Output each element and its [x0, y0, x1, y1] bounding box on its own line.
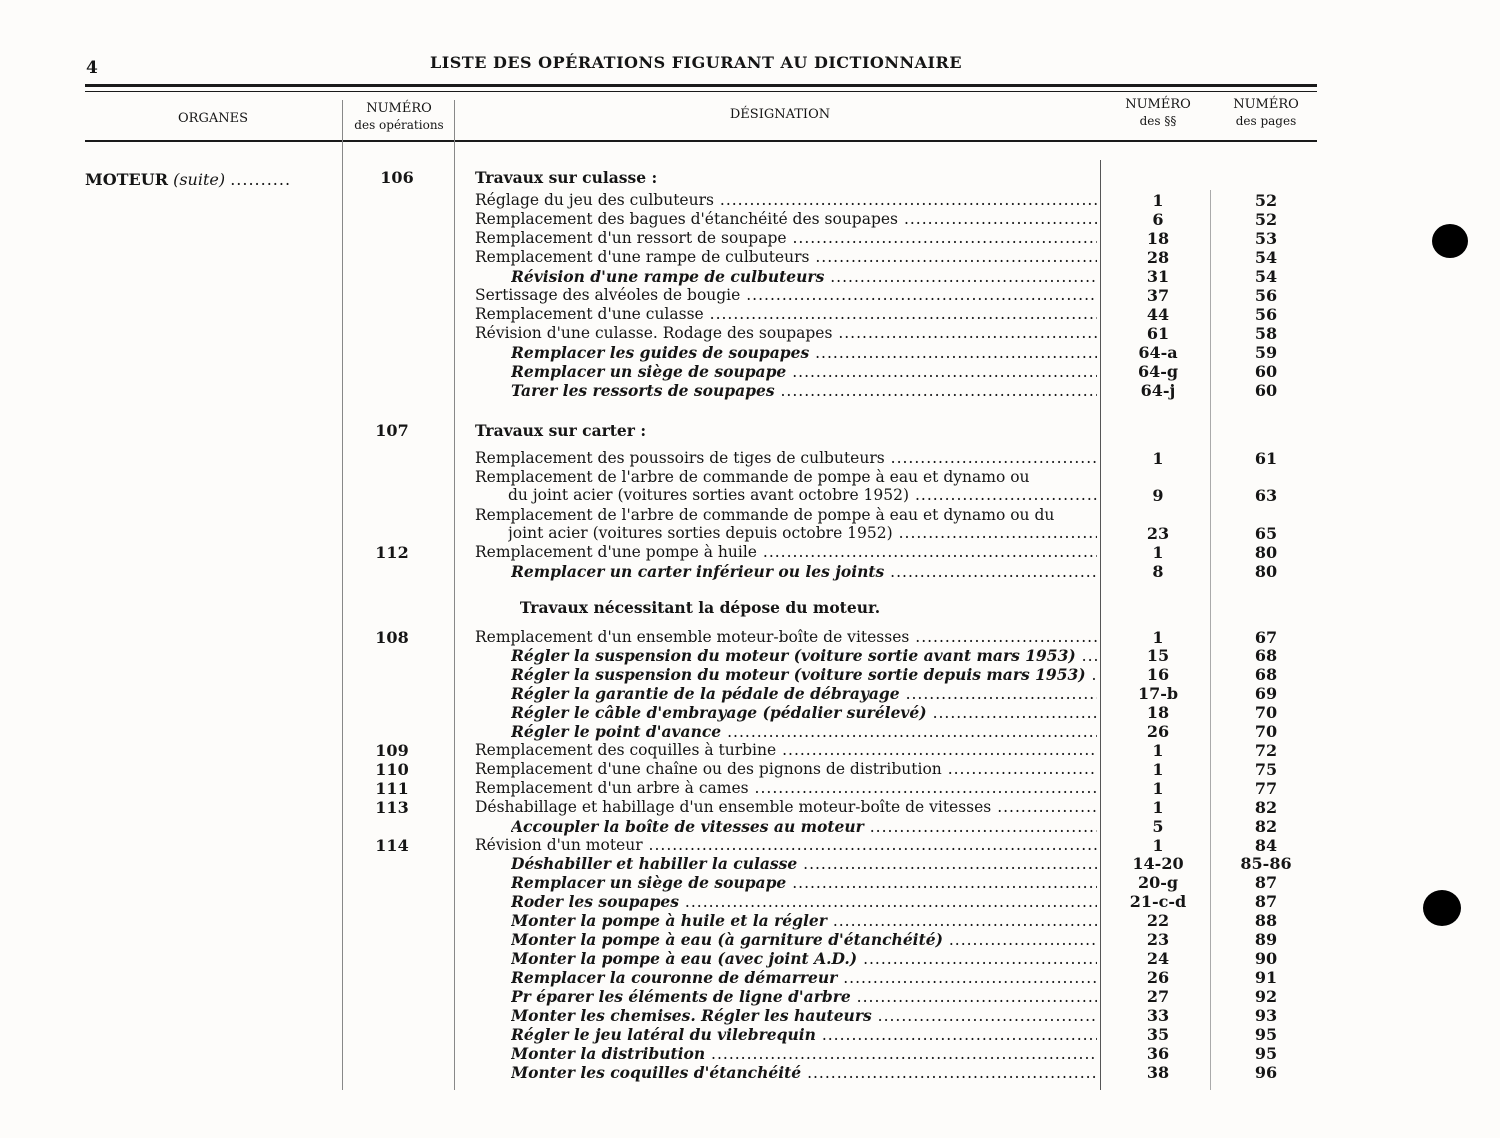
designation-label: Roder les soupapes ..... [511, 892, 1097, 911]
paragraph-number: 6 [1152, 210, 1164, 229]
paragraph-number: 1 [1152, 760, 1164, 779]
designation-label: Remplacement d'un ensemble moteur-boîte de vitesses ..... [475, 628, 1097, 646]
designation-text [511, 892, 1097, 912]
organ-name: MOTEUR [85, 170, 168, 189]
designation-label: Monter la pompe à huile et la régler ..... [511, 911, 1097, 930]
paragraph-number: 64-a [1138, 343, 1178, 362]
designation-text [475, 760, 1097, 779]
page-number-cell: 68 [1254, 665, 1278, 684]
page-number-cell: 89 [1254, 930, 1278, 949]
page-number-cell: 60 [1254, 362, 1278, 381]
designation-label: Monter les chemises. Régler les hauteurs ..... [511, 1006, 1097, 1025]
designation-text [475, 248, 1097, 267]
page-number-cell: 84 [1254, 836, 1278, 855]
page-number-cell: 54 [1254, 248, 1278, 267]
designation-label: Remplacer un carter inférieur ou les joints ..... [511, 562, 1097, 581]
designation-label: Remplacement d'une pompe à huile ..... [475, 543, 1097, 561]
header-organes: ORGANES [178, 111, 248, 126]
page-number-cell: 88 [1254, 911, 1278, 930]
designation-text [475, 543, 1097, 562]
header-num-pages-line2: des pages [1235, 114, 1297, 128]
page-number-cell: 87 [1254, 873, 1278, 892]
paragraph-number: 64-g [1137, 362, 1179, 381]
designation-label: du joint acier (voitures sorties avant octobre 1952) ..... [508, 486, 1097, 504]
designation-text [511, 562, 1097, 582]
designation-label: Monter la pompe à eau (à garniture d'étanchéité) ..... [511, 930, 1097, 949]
designation-text [511, 949, 1097, 969]
designation-label: Remplacer les guides de soupapes ..... [511, 343, 1097, 362]
punch-hole-mark [1423, 890, 1461, 926]
paragraph-number: 1 [1152, 836, 1164, 855]
header-num-operations-line2: des opérations [354, 118, 444, 132]
designation-text [475, 168, 1097, 187]
designation-label: Remplacement des poussoirs de tiges de culbuteurs ..... [475, 449, 1097, 467]
paragraph-number: 31 [1146, 267, 1170, 286]
designation-label: Remplacement d'une rampe de culbuteurs ..... [475, 248, 1097, 266]
designation-text [511, 873, 1097, 893]
page-number-cell: 82 [1254, 817, 1278, 836]
page-number-cell: 96 [1254, 1063, 1278, 1082]
designation-label: Sertissage des alvéoles de bougie ..... [475, 286, 1097, 304]
page-number-cell: 61 [1254, 449, 1278, 468]
designation-label: Travaux nécessitant la dépose du moteur. [519, 598, 881, 617]
page-number-cell: 92 [1254, 987, 1278, 1006]
designation-label: Remplacement d'un ressort de soupape ..... [475, 229, 1097, 247]
page-number-cell: 70 [1254, 722, 1278, 741]
designation-label: Travaux sur carter : [475, 421, 647, 440]
designation-text [511, 267, 1097, 287]
designation-text [475, 421, 1097, 440]
designation-label: Monter les coquilles d'étanchéité ..... [511, 1063, 1097, 1082]
designation-label: Déshabillage et habillage d'un ensemble moteur-boîte de vitesses ..... [475, 798, 1097, 816]
paragraph-number: 5 [1152, 817, 1164, 836]
designation-text [475, 229, 1097, 248]
paragraph-number: 15 [1146, 646, 1170, 665]
designation-text [475, 836, 1097, 855]
page-number-cell: 93 [1254, 1006, 1278, 1025]
designation-text [511, 722, 1097, 742]
designation-text [475, 798, 1097, 817]
page-number-cell: 95 [1254, 1044, 1278, 1063]
operation-number: 112 [375, 543, 409, 562]
designation-label: Régler le jeu latéral du vilebrequin ..... [511, 1025, 1097, 1044]
designation-label: Régler la suspension du moteur (voiture sortie avant mars 1953) ..... [511, 646, 1097, 665]
page-number-cell: 67 [1254, 628, 1278, 647]
header-designation: DÉSIGNATION [729, 107, 831, 122]
designation-label: joint acier (voitures sorties depuis octobre 1952) ..... [508, 524, 1097, 542]
organ-suffix: (suite) [173, 170, 226, 189]
designation-label: Remplacement d'une culasse ..... [475, 305, 1097, 323]
designation-label: Régler le câble d'embrayage (pédalier surélevé) ..... [511, 703, 1097, 722]
page-number-cell: 54 [1254, 267, 1278, 286]
operation-number: 111 [375, 779, 409, 798]
designation-label: Monter la distribution ..... [511, 1044, 1097, 1063]
header-num-paragraphs-line2: des §§ [1139, 114, 1177, 128]
paragraph-number: 1 [1152, 741, 1164, 760]
designation-label: Travaux sur culasse : [475, 168, 658, 187]
designation-label: Remplacement d'une chaîne ou des pignons de distribution ..... [475, 760, 1097, 778]
designation-text [475, 324, 1097, 343]
paragraph-number: 21-c-d [1129, 892, 1187, 911]
paragraph-number: 22 [1146, 911, 1170, 930]
page-number-cell: 91 [1254, 968, 1278, 987]
paragraph-number: 18 [1146, 703, 1170, 722]
designation-label: Révision d'une culasse. Rodage des soupapes ..... [475, 324, 1097, 342]
designation-text [475, 286, 1097, 305]
designation-text [511, 930, 1097, 950]
operation-number: 110 [375, 760, 409, 779]
page-number-cell: 56 [1254, 305, 1278, 324]
page-number-cell: 70 [1254, 703, 1278, 722]
designation-text [511, 854, 1097, 874]
designation-text [475, 628, 1097, 647]
paragraph-number: 18 [1146, 229, 1170, 248]
paragraph-number: 14-20 [1132, 854, 1184, 873]
punch-hole-mark [1432, 224, 1468, 258]
designation-text [511, 684, 1097, 704]
paragraph-number: 9 [1152, 486, 1164, 505]
organ-dots: .......... [230, 170, 292, 189]
designation-text [475, 468, 1097, 487]
paragraph-number: 44 [1146, 305, 1170, 324]
paragraph-number: 1 [1152, 449, 1164, 468]
designation-label: Déshabiller et habiller la culasse ..... [511, 854, 1097, 873]
paragraph-number: 26 [1146, 968, 1170, 987]
page-number-cell: 87 [1254, 892, 1278, 911]
designation-text [475, 506, 1097, 525]
paragraph-number: 1 [1152, 779, 1164, 798]
paragraph-number: 37 [1146, 286, 1170, 305]
designation-text [511, 362, 1097, 382]
paragraph-number: 28 [1146, 248, 1170, 267]
designation-label: Régler la garantie de la pédale de débrayage ..... [511, 684, 1097, 703]
paragraph-number: 8 [1152, 562, 1164, 581]
designation-label: Remplacement de l'arbre de commande de pompe à eau et dynamo ou [475, 468, 1030, 486]
designation-label: Remplacement de l'arbre de commande de pompe à eau et dynamo ou du [475, 506, 1055, 524]
page-number-cell: 58 [1254, 324, 1278, 343]
designation-label: Remplacer un siège de soupape ..... [511, 362, 1097, 381]
page-number-cell: 80 [1254, 543, 1278, 562]
paragraph-number: 33 [1146, 1006, 1170, 1025]
designation-text [511, 381, 1097, 401]
paragraph-number: 27 [1146, 987, 1170, 1006]
designation-text [511, 968, 1097, 988]
designation-label: Accoupler la boîte de vitesses au moteur ..... [511, 817, 1097, 836]
page-number-cell: 85-86 [1240, 854, 1292, 873]
designation-text [511, 1044, 1097, 1064]
page-number-cell: 77 [1254, 779, 1278, 798]
page-number-cell: 82 [1254, 798, 1278, 817]
paragraph-number: 38 [1146, 1063, 1170, 1082]
designation-text [475, 598, 925, 617]
operation-number: 113 [375, 798, 409, 817]
designation-text [511, 911, 1097, 931]
page-number-cell: 72 [1254, 741, 1278, 760]
paragraph-number: 1 [1152, 543, 1164, 562]
designation-label: Régler le point d'avance ..... [511, 722, 1097, 741]
paragraph-number: 1 [1152, 798, 1164, 817]
designation-text [511, 703, 1097, 723]
page-number-cell: 60 [1254, 381, 1278, 400]
page-number-cell: 95 [1254, 1025, 1278, 1044]
designation-text [511, 1025, 1097, 1045]
paragraph-number: 36 [1146, 1044, 1170, 1063]
page-number-cell: 59 [1254, 343, 1278, 362]
designation-label: Monter la pompe à eau (avec joint A.D.) ..... [511, 949, 1097, 968]
paragraph-number: 23 [1146, 524, 1170, 543]
page-number-cell: 90 [1254, 949, 1278, 968]
designation-label: Réglage du jeu des culbuteurs ..... [475, 191, 1097, 209]
designation-label: Remplacement des coquilles à turbine ..... [475, 741, 1097, 759]
operation-number: 109 [375, 741, 409, 760]
paragraph-number: 35 [1146, 1025, 1170, 1044]
designation-text [475, 191, 1097, 210]
page-number: 4 [86, 58, 98, 78]
designation-label: Remplacement d'un arbre à cames ..... [475, 779, 1097, 797]
page-number-cell: 63 [1254, 486, 1278, 505]
designation-label: Révision d'une rampe de culbuteurs ..... [511, 267, 1097, 286]
header-num-operations-line1: NUMÉRO [366, 101, 432, 116]
page-number-cell: 52 [1254, 191, 1278, 210]
page-number-cell: 65 [1254, 524, 1278, 543]
designation-label: Remplacer la couronne de démarreur ..... [511, 968, 1097, 987]
page-number-cell: 52 [1254, 210, 1278, 229]
page-title: LISTE DES OPÉRATIONS FIGURANT AU DICTIONNAIRE [430, 53, 963, 72]
paragraph-number: 64-j [1140, 381, 1176, 400]
operation-number: 114 [375, 836, 409, 855]
designation-label: Pr éparer les éléments de ligne d'arbre ..... [511, 987, 1097, 1006]
designation-text [511, 987, 1097, 1007]
paragraph-number: 17-b [1137, 684, 1179, 703]
paragraph-number: 24 [1146, 949, 1170, 968]
page-number-cell: 68 [1254, 646, 1278, 665]
designation-label: Révision d'un moteur ..... [475, 836, 1097, 854]
designation-text [511, 817, 1097, 837]
designation-text [511, 665, 1097, 685]
designation-label: Tarer les ressorts de soupapes ..... [511, 381, 1097, 400]
designation-text [511, 343, 1097, 363]
page-number-cell: 69 [1254, 684, 1278, 703]
paragraph-number: 16 [1146, 665, 1170, 684]
paragraph-number: 1 [1152, 628, 1164, 647]
designation-text [475, 741, 1097, 760]
designation-text [475, 779, 1097, 798]
designation-text [508, 524, 1097, 543]
operation-number: 106 [380, 168, 414, 187]
designation-text [508, 486, 1097, 505]
paragraph-number: 23 [1146, 930, 1170, 949]
paragraph-number: 20-g [1137, 873, 1179, 892]
designation-label: Remplacer un siège de soupape ..... [511, 873, 1097, 892]
page-number-cell: 56 [1254, 286, 1278, 305]
header-num-paragraphs-line1: NUMÉRO [1125, 97, 1191, 112]
paragraph-number: 26 [1146, 722, 1170, 741]
operation-number: 108 [375, 628, 409, 647]
operation-number: 107 [375, 421, 409, 440]
designation-text [475, 210, 1097, 229]
paragraph-number: 61 [1146, 324, 1170, 343]
designation-label: Régler la suspension du moteur (voiture sortie depuis mars 1953) ..... [511, 665, 1097, 684]
page-number-cell: 75 [1254, 760, 1278, 779]
designation-text [511, 1006, 1097, 1026]
designation-text [511, 646, 1097, 666]
header-num-pages-line1: NUMÉRO [1233, 97, 1299, 112]
designation-text [475, 449, 1097, 468]
page-number-cell: 53 [1254, 229, 1278, 248]
designation-label: Remplacement des bagues d'étanchéité des soupapes ..... [475, 210, 1097, 228]
designation-text [475, 305, 1097, 324]
designation-text [511, 1063, 1097, 1083]
paragraph-number: 1 [1152, 191, 1164, 210]
page-number-cell: 80 [1254, 562, 1278, 581]
